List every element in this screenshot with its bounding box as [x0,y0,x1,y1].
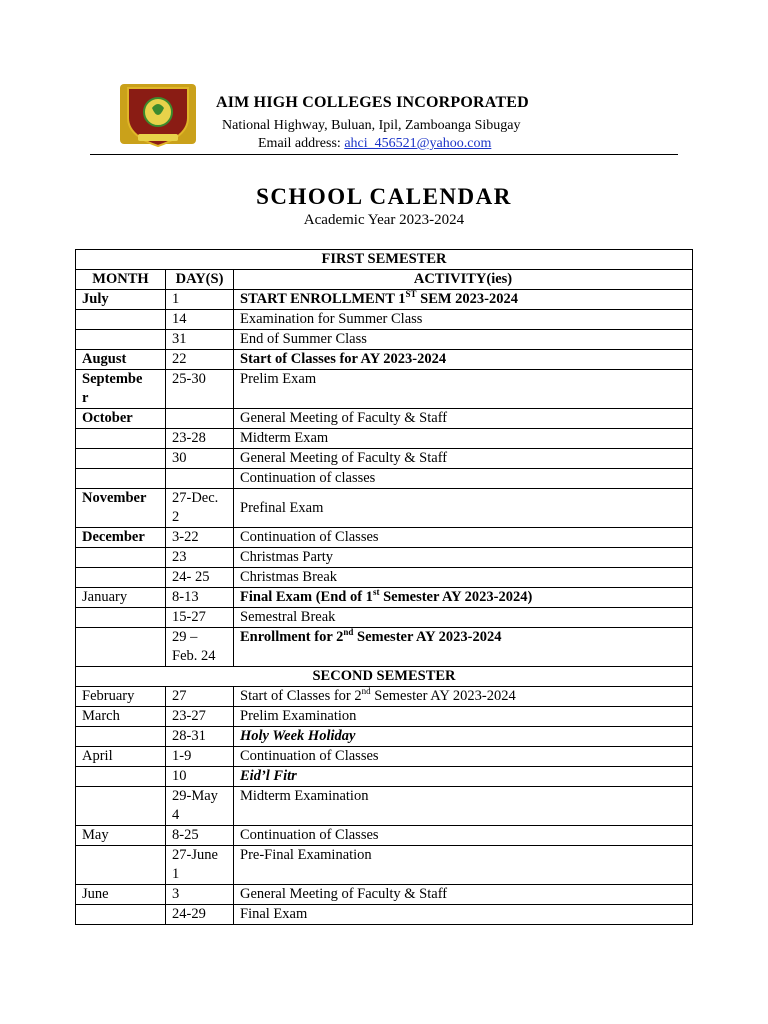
col-month: MONTH [76,270,166,290]
days-cell: 8-25 [166,826,234,846]
header-divider [90,154,678,155]
org-name: AIM HIGH COLLEGES INCORPORATED [216,94,529,111]
column-header-row [76,270,693,290]
month-cell [76,429,166,449]
month-cell: November [76,489,166,528]
month-cell: June [76,885,166,905]
days-cell: 23-27 [166,707,234,727]
month-cell [76,310,166,330]
first-semester-heading: FIRST SEMESTER [76,250,693,270]
table-row [76,767,693,787]
days-cell: 1-9 [166,747,234,767]
days-cell: 29 – Feb. 24 [166,628,234,667]
activity-cell: End of Summer Class [234,330,693,350]
month-cell [76,905,166,925]
org-address: National Highway, Buluan, Ipil, Zamboanga Sibugay [222,118,521,133]
month-cell: October [76,409,166,429]
activity-cell: Prelim Examination [234,707,693,727]
table-row [76,588,693,608]
days-cell: 22 [166,350,234,370]
activity-cell: Continuation of Classes [234,528,693,548]
col-days: DAY(S) [166,270,234,290]
table-row [76,548,693,568]
activity-cell: Start of Classes for AY 2023-2024 [234,350,693,370]
activity-cell: Start of Classes for 2nd Semester AY 2023-2024 [234,687,693,707]
org-email-line [258,136,491,152]
month-cell [76,767,166,787]
month-cell [76,330,166,350]
calendar-table [75,249,693,925]
table-row [76,469,693,489]
activity-cell: Eid’l Fitr [234,767,693,787]
days-cell: 24-29 [166,905,234,925]
activity-cell: Continuation of Classes [234,747,693,767]
days-cell: 30 [166,449,234,469]
email-link[interactable]: ahci_456521@yahoo.com [344,136,492,151]
activity-cell: Enrollment for 2nd Semester AY 2023-2024 [234,628,693,667]
month-cell: December [76,528,166,548]
table-row [76,608,693,628]
month-cell: Septembe r [76,370,166,409]
days-cell: 25-30 [166,370,234,409]
activity-cell: General Meeting of Faculty & Staff [234,885,693,905]
activity-cell: General Meeting of Faculty & Staff [234,409,693,429]
days-cell: 29-May 4 [166,787,234,826]
month-cell: April [76,747,166,767]
activity-cell: Final Exam [234,905,693,925]
month-cell: August [76,350,166,370]
table-row [76,727,693,747]
days-cell: 1 [166,290,234,310]
days-cell: 27-June 1 [166,846,234,885]
month-cell: July [76,290,166,310]
table-row [76,310,693,330]
activity-cell: Prefinal Exam [234,489,693,528]
college-logo [118,78,198,150]
days-cell: 27 [166,687,234,707]
table-row [76,846,693,885]
days-cell: 3-22 [166,528,234,548]
days-cell: 10 [166,767,234,787]
col-activity: ACTIVITY(ies) [234,270,693,290]
days-cell: 28-31 [166,727,234,747]
activity-cell: Examination for Summer Class [234,310,693,330]
activity-cell: Pre-Final Examination [234,846,693,885]
semester-header-row [76,667,693,687]
activity-cell: General Meeting of Faculty & Staff [234,449,693,469]
activity-cell: Christmas Break [234,568,693,588]
table-row [76,409,693,429]
days-cell: 24- 25 [166,568,234,588]
days-cell: 14 [166,310,234,330]
academic-year: Academic Year 2023-2024 [303,212,465,228]
activity-cell: Continuation of Classes [234,826,693,846]
days-cell [166,469,234,489]
activity-cell: Midterm Exam [234,429,693,449]
second-semester-heading: SECOND SEMESTER [76,667,693,687]
days-cell: 27-Dec. 2 [166,489,234,528]
days-cell [166,409,234,429]
activity-cell: Holy Week Holiday [234,727,693,747]
month-cell [76,846,166,885]
table-row [76,628,693,667]
month-cell: February [76,687,166,707]
month-cell [76,727,166,747]
activity-cell: Prelim Exam [234,370,693,409]
table-row [76,350,693,370]
activity-cell: Midterm Examination [234,787,693,826]
month-cell: May [76,826,166,846]
month-cell [76,449,166,469]
table-row [76,787,693,826]
table-row [76,826,693,846]
days-cell: 3 [166,885,234,905]
month-cell: January [76,588,166,608]
page-title: SCHOOL CALENDAR [256,184,512,209]
table-row [76,885,693,905]
month-cell [76,469,166,489]
month-cell [76,787,166,826]
table-row [76,370,693,409]
month-cell [76,548,166,568]
semester-header-row [76,250,693,270]
activity-cell: Semestral Break [234,608,693,628]
table-row [76,528,693,548]
month-cell [76,628,166,667]
table-row [76,687,693,707]
table-row [76,290,693,310]
table-row [76,429,693,449]
table-row [76,449,693,469]
days-cell: 23-28 [166,429,234,449]
table-row [76,905,693,925]
activity-cell: START ENROLLMENT 1ST SEM 2023-2024 [234,290,693,310]
days-cell: 23 [166,548,234,568]
table-row [76,330,693,350]
table-row [76,489,693,528]
table-row [76,707,693,727]
activity-cell: Continuation of classes [234,469,693,489]
days-cell: 8-13 [166,588,234,608]
table-row [76,747,693,767]
email-label: Email address: [258,136,345,151]
month-cell [76,608,166,628]
days-cell: 15-27 [166,608,234,628]
table-row [76,568,693,588]
month-cell [76,568,166,588]
activity-cell: Final Exam (End of 1st Semester AY 2023-2024) [234,588,693,608]
activity-cell: Christmas Party [234,548,693,568]
month-cell: March [76,707,166,727]
days-cell: 31 [166,330,234,350]
